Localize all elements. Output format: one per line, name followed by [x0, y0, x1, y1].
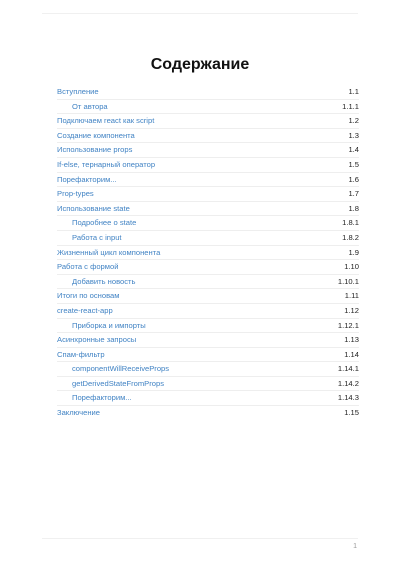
toc-section-number: 1.14.2 [337, 378, 359, 388]
toc-row[interactable] [57, 304, 359, 319]
toc-row[interactable] [57, 202, 359, 217]
toc-section-number: 1.8.1 [342, 218, 359, 228]
page-title: Содержание [150, 56, 250, 73]
toc-row[interactable] [57, 187, 359, 202]
toc-row[interactable] [57, 377, 359, 392]
toc-link[interactable]: Подключаем react как script [57, 116, 155, 126]
footer-divider [42, 538, 358, 539]
toc-row[interactable] [57, 406, 359, 421]
toc-section-number: 1.2 [348, 116, 359, 126]
toc-link[interactable]: Добавить новость [72, 276, 136, 286]
toc-row[interactable] [57, 85, 359, 100]
toc-section-number: 1.8 [348, 203, 359, 213]
toc-row[interactable] [57, 362, 359, 377]
toc-link[interactable]: Подробнее о state [72, 218, 137, 228]
toc-link[interactable]: Порефакторим... [72, 393, 132, 403]
toc-section-number: 1.3 [348, 130, 359, 140]
toc-section-number: 1.10.1 [337, 276, 359, 286]
toc-link[interactable]: Создание компонента [57, 130, 135, 140]
toc-link[interactable]: Порефакторим... [57, 174, 117, 184]
toc-section-number: 1.8.2 [342, 232, 359, 242]
toc-section-number: 1.10 [344, 262, 359, 272]
toc-section-number: 1.5 [348, 159, 359, 169]
toc-row[interactable] [57, 129, 359, 144]
toc-row[interactable] [57, 333, 359, 348]
toc-section-number: 1.14 [344, 349, 359, 359]
toc-row[interactable] [57, 275, 359, 290]
toc-link[interactable]: componentWillReceiveProps [72, 364, 170, 374]
toc-section-number: 1.14.3 [337, 393, 359, 403]
toc-row[interactable] [57, 143, 359, 158]
toc-link[interactable]: От автора [72, 101, 108, 111]
toc-row[interactable] [57, 289, 359, 304]
toc-row[interactable] [57, 319, 359, 334]
toc-link[interactable]: Вступление [57, 87, 99, 96]
toc-link[interactable]: If-else, тернарный оператор [57, 159, 156, 169]
toc-link[interactable]: Prop-types [57, 189, 94, 199]
toc-link[interactable]: create-react-app [57, 305, 113, 315]
toc-link[interactable]: Спам-фильтр [57, 349, 105, 359]
toc-section-number: 1.12.1 [337, 320, 359, 330]
toc-link[interactable]: Использование props [57, 145, 133, 155]
toc-section-number: 1.11 [344, 291, 359, 301]
toc-link[interactable]: Асинхронные запросы [57, 335, 137, 345]
toc-link[interactable]: Приборка и импорты [72, 320, 146, 330]
toc-link[interactable]: Использование state [57, 203, 130, 213]
toc-row[interactable] [57, 348, 359, 363]
toc-link[interactable]: Работа с input [72, 232, 122, 242]
toc-link[interactable]: Заключение [57, 408, 101, 418]
toc-section-number: 1.15 [344, 408, 359, 418]
toc-row[interactable] [57, 260, 359, 275]
toc-row[interactable] [57, 246, 359, 261]
toc-row[interactable] [57, 114, 359, 129]
toc-section-number: 1.7 [348, 189, 359, 199]
page-number: 1 [353, 543, 357, 550]
table-of-contents [57, 85, 359, 421]
toc-section-number: 1.14.1 [337, 364, 359, 374]
toc-link[interactable]: getDerivedStateFromProps [72, 378, 165, 388]
toc-section-number: 1.6 [348, 174, 359, 184]
toc-row[interactable] [57, 100, 359, 115]
toc-section-number: 1.12 [344, 305, 359, 315]
toc-section-number: 1.9 [348, 247, 359, 257]
toc-link[interactable]: Итоги по основам [57, 291, 120, 301]
toc-row[interactable] [57, 216, 359, 231]
top-divider [42, 13, 358, 14]
toc-row[interactable] [57, 158, 359, 173]
toc-section-number: 1.1 [348, 87, 359, 96]
toc-row[interactable] [57, 173, 359, 188]
toc-section-number: 1.4 [348, 145, 359, 155]
toc-row[interactable] [57, 391, 359, 406]
toc-row[interactable] [57, 231, 359, 246]
toc-section-number: 1.1.1 [342, 101, 359, 111]
toc-link[interactable]: Жизненный цикл компонента [57, 247, 161, 257]
toc-section-number: 1.13 [344, 335, 359, 345]
toc-link[interactable]: Работа с формой [57, 262, 119, 272]
